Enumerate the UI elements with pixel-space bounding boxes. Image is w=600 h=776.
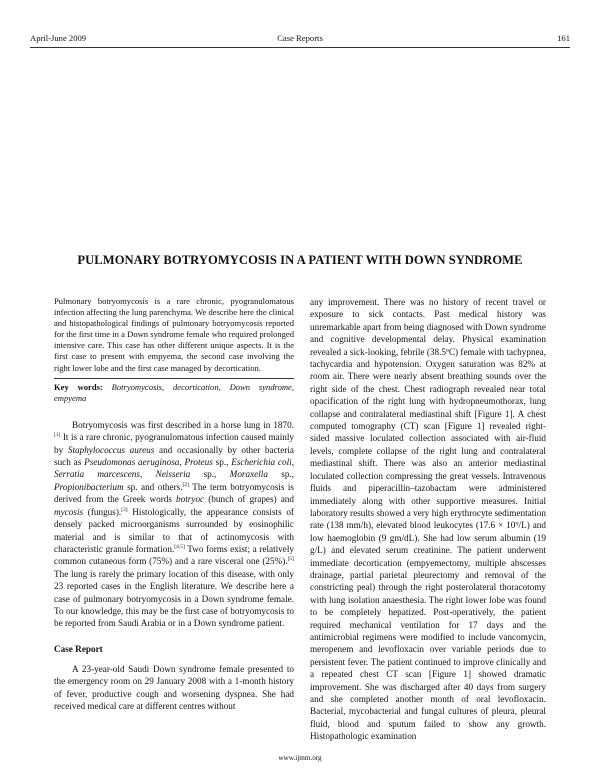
left-column xyxy=(54,296,294,712)
running-header xyxy=(30,33,570,47)
header-section: Case Reports xyxy=(277,33,323,43)
header-page-number: 161 xyxy=(557,33,570,43)
case-paragraph-right: any improvement. There was no history of recent travel or exposure to sick contacts. Past medical history was unremarkable apart from being diagnosed with Down syndrome and cognitive developmental delay. Physical examination revealed a sick-looking, febrile (38.5ºC) female with tachypnea, tachycardia and hypotension. Oxygen saturation was 82% at room air. There were nearly absent breathing sounds over the right side of the chest. Chest radiograph revealed near total opacification of the right lung with hydropneumothorax, lung collapse and contralateral mediastinal shift [Figure 1]. A chest computed tomography (CT) scan [Figure 1] revealed right-sided massive loculated collection associated with air-fluid levels, complete collapse of the right lung and contralateral mediastinal shift. There was also an anterior mediastinal loculated collection compressing the great vessels. Intravenous fluids and piperacillin–tazobactam were administered immediately along with other supportive measures. Initial laboratory results showed a very high erythrocyte sedimentation rate (138 mm/h), elevated blood leukocytes (17.6 × 10⁹/L) and low haemoglobin (9 gm/dL). She had low serum albumin (19 g/L) and elevated serum creatinine. The patient underwent immediate decortication (empyemectomy, multiple abscesses drainage, partial parietal pleurectomy and removal of the constricting peal) through the right posterolateral thoracotomy with lung isolation anaesthesia. The right lower lobe was found to be completely hepatized. Post-operatively, the patient required mechanical ventilation for 17 days and the antimicrobial regimens were modified to include vancomycin, meropenem and levofloxacin over variable periods due to persistent fever. The patient continued to improve clinically and a repeated chest CT scan [Figure 1] showed dramatic improvement. She was discharged after 40 days from surgery and she completed another month of oral levofloxacin. Bacterial, mycobacterial and fungal cultures of pleura, pleural fluid, blood and sputum failed to show any growth. Histopathologic examination xyxy=(310,297,546,742)
citation: [2] xyxy=(182,481,189,488)
citation: [4,5] xyxy=(174,543,185,550)
case-paragraph-left: A 23-year-old Saudi Down syndrome female presented to the emergency room on 29 January 2008 with a 1-month history of fever, productive cough and worsening dyspnea. She had received medical care at different centres without xyxy=(54,663,294,712)
keywords xyxy=(54,382,294,404)
header-divider xyxy=(30,47,570,48)
keywords-label: Key words: xyxy=(54,381,103,392)
footer-url: www.ijmm.org xyxy=(278,754,322,762)
citation: [3] xyxy=(121,506,128,513)
intro-paragraph: Botryomycosis was first described in a horse lung in 1870.[1] It is a rare chronic, pyogranulomatous infection caused mainly by Staphylococcus aureus and occasionally by other bacteria such as Pseudomonas aeruginosa, Proteus sp., Escherichia coli, Serratia marcescens, Neisseria sp., Moraxella sp., Propionibacterium sp. and others.[2] The term botryomycosis is derived from the Greek words botryoc (bunch of grapes) and mycosis (fungus).[3] Histologically, the appearance consists of densely packed microorganisms surrounded by eosinophilic material and is similar to that of actinomycosis with characteristic granule formation.[4,5] Two forms exist; a relatively common cutaneous form (75%) and a rare visceral one (25%).[5] The lung is rarely the primary location of this disease, with only 23 reported cases in the English literature. We describe here a case of pulmonary botryomycosis in a Down syndrome female. To our knowledge, this may be the first case of botryomycosis to be reported from Saudi Arabia or in a Down syndrome patient. xyxy=(54,419,295,629)
article-title: PULMONARY BOTRYOMYCOSIS IN A PATIENT WITH DOWN SYNDROME xyxy=(77,253,523,267)
citation: [5] xyxy=(287,556,294,563)
keywords-text: Botryomycosis, decortication, Down syndrome, empyema xyxy=(54,381,294,403)
abstract: Pulmonary botryomycosis is a rare chronic, pyogranulomatous infection affecting the lung parenchyma. We describe here the clinical and histopathological findings of pulmonary botryomycosis reported for the first time in a Down syndrome female who required prolonged intensive care. This case has other different unique aspects. It is the first case to present with empyema, the second case involving the right lower lobe and the first case managed by decortication. xyxy=(54,296,294,373)
keywords-divider xyxy=(54,378,294,379)
citation: [1] xyxy=(54,432,61,439)
right-column xyxy=(310,296,546,743)
header-date: April-June 2009 xyxy=(30,33,87,43)
section-heading-case-report: Case Report xyxy=(54,643,103,654)
